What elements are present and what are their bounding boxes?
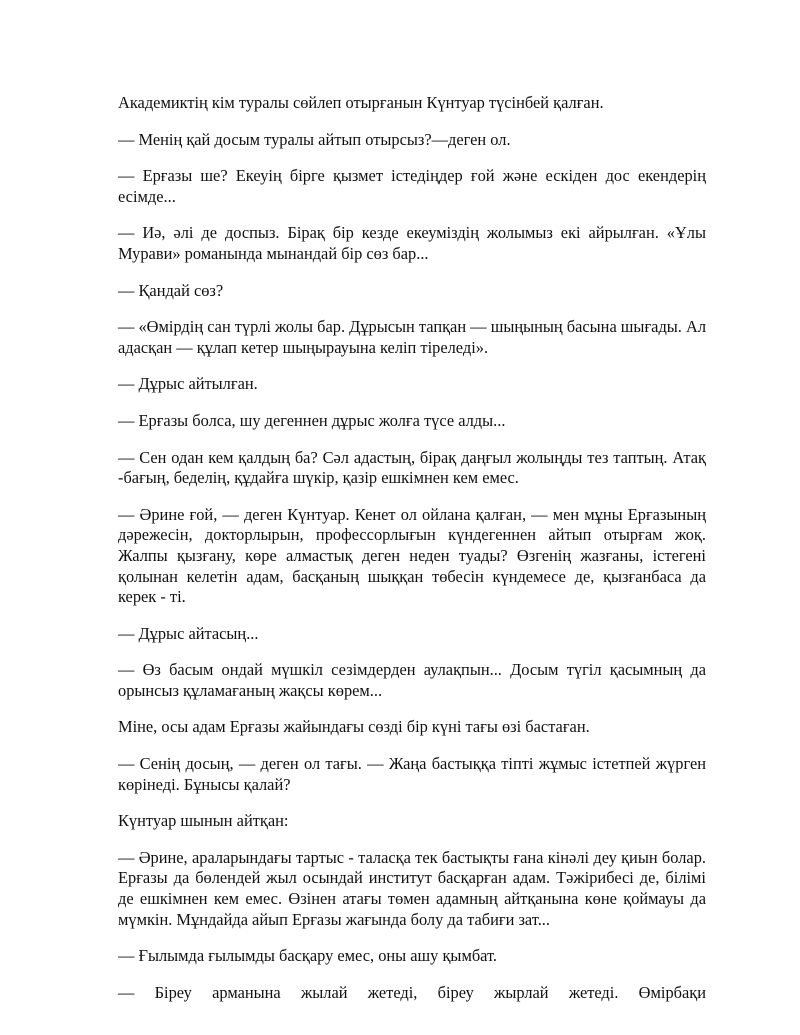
paragraph: — Қандай сөз? — [118, 280, 224, 300]
paragraph: Күнтуар шынын айтқан: — [118, 811, 289, 831]
paragraph: — Ерғазы болса, шу дегеннен дұрыс жолға түсе алды... — [118, 410, 506, 430]
paragraph: — Біреу арманына жылай жетеді, біреу жырлай жетеді. Өмірбақи — [118, 982, 706, 1002]
paragraph: — Әрине, араларындағы тартыс - таласқа тек бастықты ғана кінәлі деу қиын болар. Ерғазы да бөлендей жыл осындай институт басқарған адам. Тәжірибесі де, білімі де ешкімнен кем емес. Өзінен атағы төмен адамның айтқанына көне қоймауы да мүмкін. Мұндайда айып Ерғазы жағында болу да табиғи зат... — [118, 847, 706, 929]
paragraph: Міне, осы адам Ерғазы жайындағы сөзді бір күні тағы өзі бастаған. — [118, 717, 590, 737]
paragraph: — Дұрыс айтылған. — [118, 374, 258, 394]
book-page — [118, 93, 706, 1019]
paragraph: — Өз басым ондай мүшкіл сезімдерден аулақпын... Досым түгіл қасымның да орынсыз құламағаның жақсы көрем... — [118, 660, 706, 700]
paragraph: — Ерғазы ше? Екеуің бірге қызмет істедіңдер ғой және ескіден дос екендерің есімде... — [118, 166, 706, 206]
paragraph: — Сенің досың, — деген ол тағы. — Жаңа бастыққа тіпті жұмыс істетпей жүрген көрінеді. Бұнысы қалай? — [118, 754, 706, 794]
paragraph: — Дұрыс айтасың... — [118, 623, 259, 643]
paragraph: — Менің қай досым туралы айтып отырсыз?—деген ол. — [118, 129, 511, 149]
paragraph: Академиктің кім туралы сөйлеп отырғанын Күнтуар түсінбей қалған. — [118, 93, 604, 112]
paragraph: — Иә, әлі де доспыз. Бірақ бір кезде екеуміздің жолымыз екі айрылған. «Ұлы Мурави» романында мынандай бір сөз бар... — [118, 223, 706, 263]
paragraph: — Әрине ғой, — деген Күнтуар. Кенет ол ойлана қалған, — мен мұны Ерғазының дәрежесін, докторлырын, профессорлығын күндегеннен айтып отырғам жоқ. Жалпы қызғану, көре алмастық деген неден туады? Өзгенің жазғаны, істегені қолынан келетін адам, басқаның шыққан төбесін күндемесе де, қызғанбаса да керек - ті. — [118, 504, 706, 607]
paragraph: — Сен одан кем қалдың ба? Сәл адастың, бірақ даңғыл жолыңды тез таптың. Атақ -бағың, беделің, құдайға шүкір, қазір ешкімнен кем емес. — [118, 447, 706, 488]
paragraph: — «Өмірдің сан түрлі жолы бар. Дұрысын тапқан — шыңының басына шығады. Ал адасқан — құлап кетер шыңырауына келіп тіреледі». — [118, 317, 707, 357]
paragraph: — Ғылымда ғылымды басқару емес, оны ашу қымбат. — [118, 946, 498, 966]
